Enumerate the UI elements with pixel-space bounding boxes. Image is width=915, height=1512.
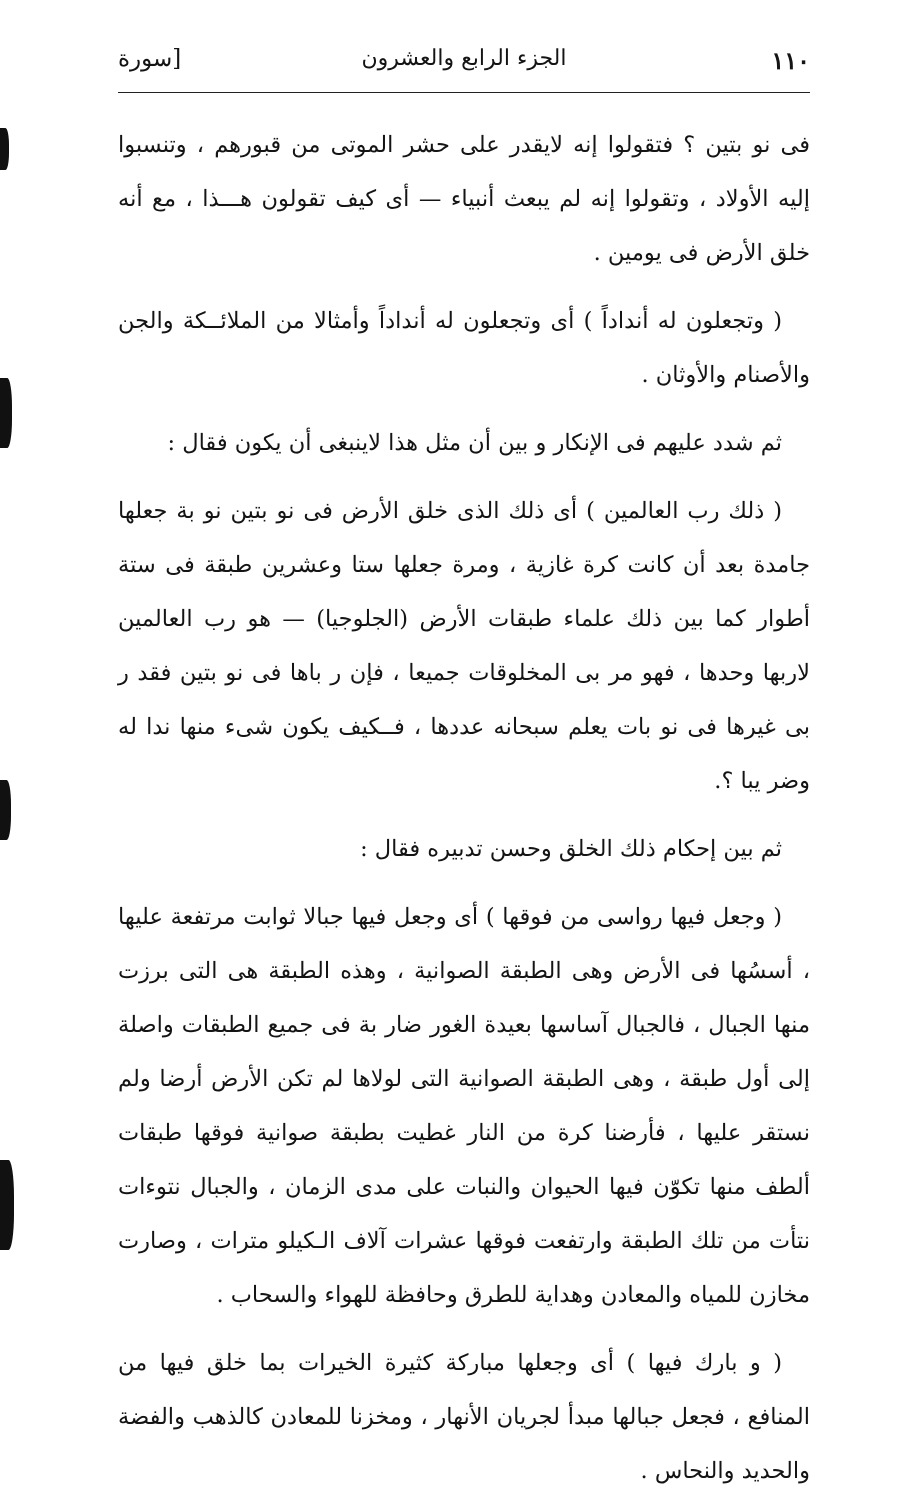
page-header: [118, 40, 810, 93]
scan-edge-mark: [0, 1160, 14, 1250]
scan-edge-mark: [0, 378, 12, 448]
scan-edge-mark: [0, 128, 9, 170]
paragraph: فى نو بتين ؟ فتقولوا إنه لايقدر على حشر الموتى من قبورهم ، وتنسبوا إليه الأولاد ، وتقولوا إنه لم يبعث أنبياء — أى كيف تقولون هـــذا ، مع أنه خلق الأرض فى يومين .: [118, 132, 810, 266]
paragraph: ( ذلك رب العالمين ) أى ذلك الذى خلق الأرض فى نو بتين نو بة جعلها جامدة بعد أن كانت كرة غازية ، ومرة جعلها ستا وعشرين طبقة فى ستة أطوار كما بين ذلك علماء طبقات الأرض (الجلوجيا) — هو رب العالمين لاربها وحدها ، فهو مر بى المخلوقات جميعا ، فإن ر باها فى نو بتين فقد ر بى غيرها فى نو بات يعلم سبحانه عددها ، فــكيف يكون شىء منها ندا له وضر يبا ؟.: [118, 498, 810, 794]
paragraph: ( وجعل فيها رواسى من فوقها ) أى وجعل فيها جبالا ثوابت مرتفعة عليها ، أسسُها فى الأرض وهى الطبقة الصوانية ، وهذه الطبقة هى التى برزت منها الجبال ، فالجبال آساسها بعيدة الغور ضار بة فى جميع الطبقات واصلة إلى أول طبقة ، وهى الطبقة الصوانية التى لولاها لم تكن الأرض أرضا ولم نستقر عليها ، فأرضنا كرة من النار غطيت بطبقة صوانية فوقها طبقات ألطف منها تكوّن فيها الحيوان والنبات على مدى الزمان ، والجبال نتوءات نتأت من تلك الطبقة وارتفعت فوقها عشرات آلاف الـكيلو مترات ، وصارت مخازن للمياه والمعادن وهداية للطرق وحافظة للهواء والسحاب .: [118, 904, 810, 1308]
scan-edge-mark: [0, 780, 11, 840]
running-title: الجزء الرابع والعشرون: [361, 46, 567, 71]
page-number: ١١٠: [771, 46, 810, 75]
paragraph: ( و بارك فيها ) أى وجعلها مباركة كثيرة الخيرات بما خلق فيها من المنافع ، فجعل جبالها مبدأ لجريان الأنهار ، ومخزنا للمعادن كالذهب والفضة والحديد والنحاس .: [118, 1350, 810, 1484]
paragraph: ( وتجعلون له أنداداً ) أى وتجعلون له أنداداً وأمثالا من الملائــكة والجن والأصنام والأوثان .: [118, 308, 810, 388]
paragraph: ثم شدد عليهم فى الإنكار و بين أن مثل هذا لاينبغى أن يكون فقال :: [167, 430, 782, 456]
paragraph: ثم بين إحكام ذلك الخلق وحسن تدبيره فقال :: [360, 836, 782, 862]
surah-label: [سورة: [118, 46, 182, 72]
body-text: [118, 118, 810, 1512]
